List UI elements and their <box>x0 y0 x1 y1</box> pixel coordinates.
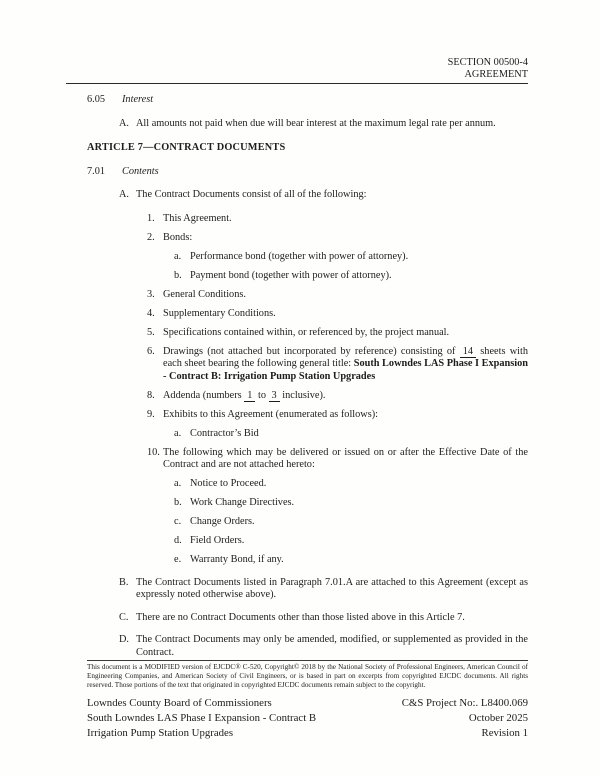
list-marker: 10. <box>147 446 160 458</box>
list-marker: A. <box>119 189 130 200</box>
copyright-notice: This document is a MODIFIED version of EJCDC® C-520, Copyright© 2018 by the National Society of Professional Engineers, American Council of Engineering Companies, and American Society of Civil Engineers, or is based in part on excerpts from copyrighted EJCDC documents. All rights reserved. Those portions of the text that originated in copyrighted EJCDC documents remain subject to the copyright. <box>87 663 528 690</box>
header-rule <box>66 83 528 84</box>
item-8-suffix: inclusive). <box>282 389 326 401</box>
item-8-connector: to <box>257 389 266 401</box>
list-item-3 <box>87 289 528 302</box>
article-7-heading: ARTICLE 7—CONTRACT DOCUMENTS <box>87 142 286 153</box>
revision-label: Revision 1 <box>481 726 528 739</box>
footer-rule <box>87 660 528 661</box>
list-item-2 <box>87 232 528 245</box>
list-item-text: Change Orders. <box>190 516 255 527</box>
item-6-middle: sheets with each sheet bearing the following general title: <box>163 345 529 369</box>
list-item-text: Field Orders. <box>190 535 245 546</box>
list-item-5 <box>87 327 528 340</box>
drawing-title: South Lowndes LAS Phase I Expansion - Contract B: Irrigation Pump Station Upgrades <box>163 358 528 382</box>
item-8-prefix: Addenda (numbers <box>163 389 242 401</box>
list-item-text: Exhibits to this Agreement (enumerated as follows): <box>163 408 379 420</box>
list-marker: c. <box>174 516 182 527</box>
project-name-line1: South Lowndes LAS Phase I Expansion - Contract B <box>87 711 317 724</box>
item-6-prefix: Drawings (not attached but incorporated by reference) consisting of <box>163 345 456 357</box>
list-item-2b <box>87 270 528 283</box>
list-item-10c <box>87 516 528 529</box>
list-marker: 5. <box>147 326 155 338</box>
list-marker: a. <box>174 427 182 439</box>
list-item-text: Performance bond (together with power of attorney). <box>190 250 409 262</box>
header-document-label: AGREEMENT <box>464 69 528 80</box>
list-item-6 <box>87 346 528 384</box>
header-section-number: SECTION 00500-4 <box>447 57 528 68</box>
list-item-9a <box>87 428 528 441</box>
list-item-text: Work Change Directives. <box>190 497 295 508</box>
list-marker: 6. <box>147 345 155 357</box>
list-item-10a <box>87 478 528 491</box>
page-header <box>87 57 528 81</box>
list-marker: C. <box>119 611 129 623</box>
contents-item-d <box>87 634 528 659</box>
list-marker: D. <box>119 634 130 645</box>
list-item-text: General Conditions. <box>163 288 246 300</box>
section-7-01 <box>87 166 528 179</box>
section-title: Interest <box>122 94 154 105</box>
list-item-2a <box>87 251 528 264</box>
addenda-from-blank: 1 <box>244 390 255 402</box>
list-item-10 <box>87 447 528 472</box>
footer-info-block <box>87 696 528 741</box>
list-marker: b. <box>174 497 182 508</box>
contents-item-a <box>87 189 528 202</box>
list-marker: 2. <box>147 231 155 243</box>
list-item-text: The Contract Documents may only be amended, modified, or supplemented as provided in the Contract. <box>136 634 528 658</box>
list-marker: 4. <box>147 307 155 319</box>
list-marker: d. <box>174 535 182 546</box>
list-item-text: All amounts not paid when due will bear interest at the maximum legal rate per annum. <box>136 117 496 129</box>
footer-row-1 <box>87 696 528 711</box>
list-item-text <box>163 346 528 384</box>
list-item-1 <box>87 213 528 226</box>
owner-name: Lowndes County Board of Commissioners <box>87 696 272 709</box>
project-name-line2: Irrigation Pump Station Upgrades <box>87 726 234 739</box>
list-item-8 <box>87 390 528 403</box>
section-6-05 <box>87 94 528 107</box>
list-item-9 <box>87 409 528 422</box>
list-item-text: The Contract Documents listed in Paragraph 7.01.A are attached to this Agreement (except as expressly noted otherwise above). <box>136 576 528 600</box>
list-marker: B. <box>119 576 129 588</box>
list-marker: 1. <box>147 212 155 224</box>
page-footer <box>87 660 528 741</box>
footer-row-3 <box>87 726 528 741</box>
contents-item-c <box>87 612 528 625</box>
list-item-10e <box>87 554 528 567</box>
section-number: 7.01 <box>87 165 106 177</box>
list-item-10d <box>87 535 528 548</box>
list-marker: a. <box>174 478 182 489</box>
list-marker: a. <box>174 250 182 262</box>
list-marker: e. <box>174 554 182 565</box>
list-item-4 <box>87 308 528 321</box>
list-item-text: Contractor’s Bid <box>190 427 259 439</box>
list-item-text: Supplementary Conditions. <box>163 307 276 319</box>
addenda-to-blank: 3 <box>269 390 280 402</box>
project-number: C&S Project No:. L8400.069 <box>401 696 528 709</box>
list-item-text: There are no Contract Documents other than those listed above in this Article 7. <box>136 611 465 623</box>
list-item-text <box>163 390 528 403</box>
list-item-text: Payment bond (together with power of attorney). <box>190 269 392 281</box>
list-marker: 8. <box>147 389 155 401</box>
list-item-text: Warranty Bond, if any. <box>190 554 284 565</box>
list-item-text: The Contract Documents consist of all of the following: <box>136 189 367 200</box>
list-item-text: The following which may be delivered or issued on or after the Effective Date of the Contract and are not attached hereto: <box>163 446 528 470</box>
footer-row-2 <box>87 711 528 726</box>
document-date: October 2025 <box>468 711 528 724</box>
list-item-text: Notice to Proceed. <box>190 478 267 489</box>
sheet-count-blank: 14 <box>460 346 476 358</box>
section-number: 6.05 <box>87 94 106 105</box>
list-marker: A. <box>119 117 130 129</box>
interest-item-a <box>87 118 528 131</box>
list-marker: 3. <box>147 288 155 300</box>
list-item-text: Bonds: <box>163 231 193 243</box>
contents-item-b <box>87 577 528 602</box>
list-marker: 9. <box>147 408 155 420</box>
section-title: Contents <box>122 165 159 177</box>
list-item-text: This Agreement. <box>163 212 232 224</box>
list-marker: b. <box>174 269 182 281</box>
list-item-text: Specifications contained within, or referenced by, the project manual. <box>163 326 450 338</box>
list-item-10b <box>87 497 528 510</box>
